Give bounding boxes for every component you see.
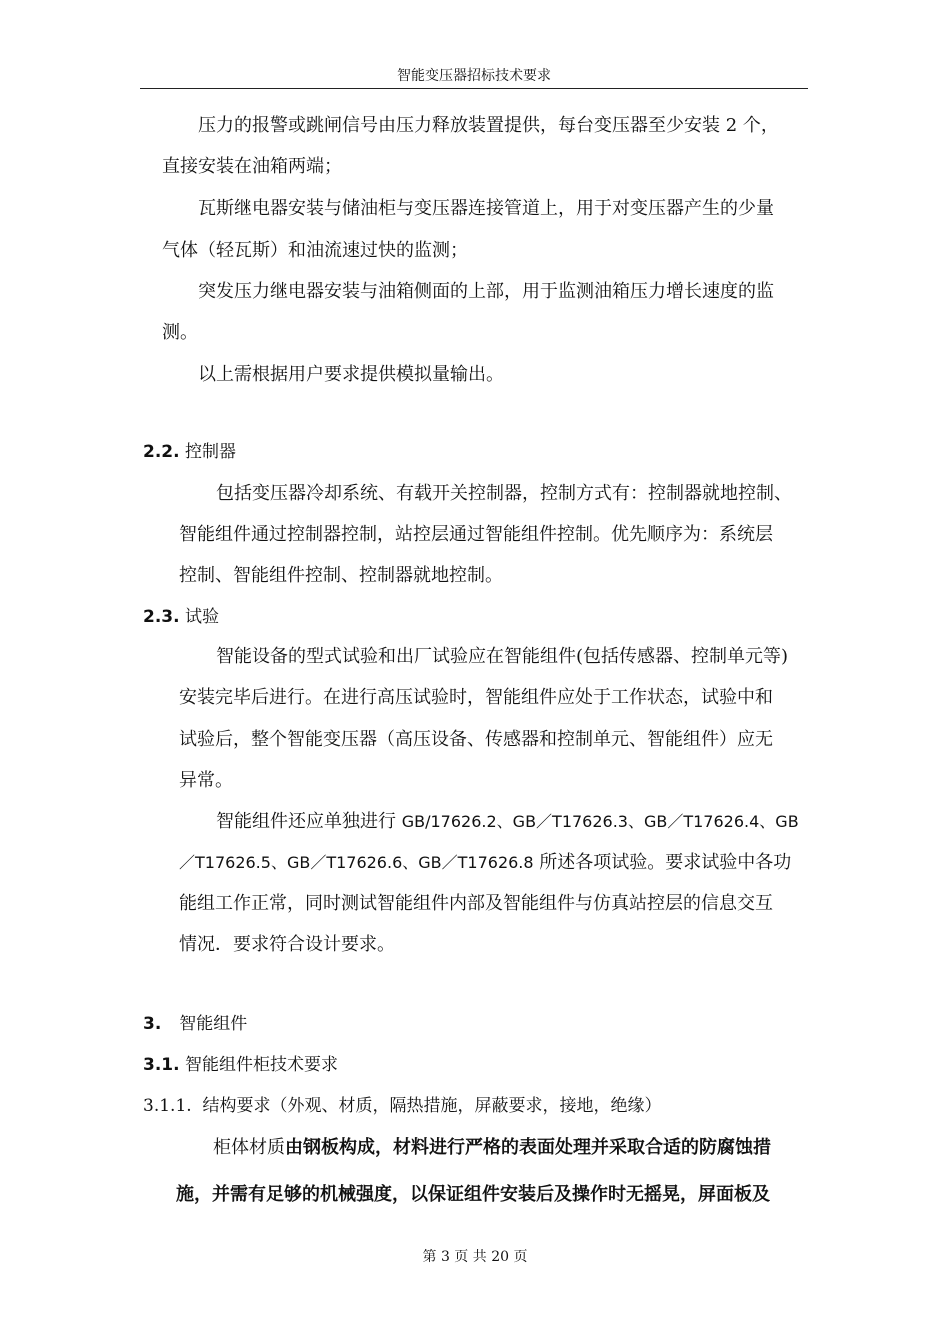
paragraph-line: 以上需根据用户要求提供模拟量输出。	[198, 364, 504, 385]
paragraph-line: 施，并需有足够的机械强度，以保证组件安装后及操作时无摇晃，屏面板及	[176, 1184, 770, 1205]
section-heading-3	[143, 1012, 247, 1036]
paragraph-line: 安装完毕后进行。在进行高压试验时，智能组件应处于工作状态，试验中和	[179, 687, 773, 708]
paragraph-line: 能组工作正常，同时测试智能组件内部及智能组件与仿真站控层的信息交互	[179, 893, 773, 914]
paragraph-line: 控制、智能组件控制、控制器就地控制。	[179, 565, 503, 586]
paragraph-line: 测。	[162, 322, 198, 343]
paragraph-line	[179, 851, 791, 875]
section-number: 2.3.	[143, 607, 180, 627]
paragraph-line: 瓦斯继电器安装与储油柜与变压器连接管道上，用于对变压器产生的少量	[198, 198, 774, 219]
paragraph-line	[216, 810, 799, 834]
text-run: 柜体材质	[213, 1137, 285, 1158]
section-heading-3-1	[143, 1053, 338, 1077]
paragraph-line: 突发压力继电器安装与油箱侧面的上部，用于监测油箱压力增长速度的监	[198, 281, 774, 302]
section-title: 试验	[184, 607, 219, 627]
page-header: 智能变压器招标技术要求	[397, 68, 551, 84]
section-title: 智能组件柜技术要求	[184, 1055, 338, 1075]
paragraph-line: 压力的报警或跳闸信号由压力释放装置提供，每台变压器至少安装 2 个，	[198, 115, 779, 136]
standard-codes: ／T17626.5、GB／T17626.6、GB／T17626.8	[179, 853, 534, 872]
page-footer: 第 3 页 共 20 页	[422, 1249, 528, 1265]
section-number: 2.2.	[143, 442, 180, 462]
text-run: 所述各项试验。要求试验中各功	[533, 852, 792, 873]
section-title: 智能组件	[179, 1014, 248, 1034]
section-number: 3.	[143, 1014, 162, 1034]
standard-codes: GB/17626.2、GB／T17626.3、GB／T17626.4、GB	[401, 812, 799, 831]
paragraph-line: 包括变压器冷却系统、有载开关控制器，控制方式有：控制器就地控制、	[216, 483, 792, 504]
paragraph-line: 智能组件通过控制器控制，站控层通过智能组件控制。优先顺序为：系统层	[179, 524, 773, 545]
section-number: 3.1.	[143, 1055, 180, 1075]
header-rule	[140, 88, 808, 89]
text-run: 智能组件还应单独进行	[216, 811, 402, 832]
paragraph-line: 试验后，整个智能变压器（高压设备、传感器和控制单元、智能组件）应无	[179, 729, 773, 750]
section-title: 控制器	[184, 442, 236, 462]
bold-text-run: 由钢板构成，材料进行严格的表面处理并采取合适的防腐蚀措	[285, 1137, 771, 1158]
paragraph-line: 智能设备的型式试验和出厂试验应在智能组件(包括传感器、控制单元等)	[216, 646, 789, 667]
paragraph-line	[213, 1136, 771, 1160]
paragraph-line: 直接安装在油箱两端；	[162, 156, 342, 177]
paragraph-line: 情况．要求符合设计要求。	[179, 934, 395, 955]
section-heading-2-2	[143, 440, 236, 464]
paragraph-line: 气体（轻瓦斯）和油流速过快的监测；	[162, 240, 468, 261]
paragraph-line: 异常。	[179, 770, 233, 791]
section-heading-2-3	[143, 605, 219, 629]
section-heading-3-1-1: 3.1.1. 结构要求（外观、材质，隔热措施，屏蔽要求，接地，绝缘）	[143, 1096, 662, 1116]
